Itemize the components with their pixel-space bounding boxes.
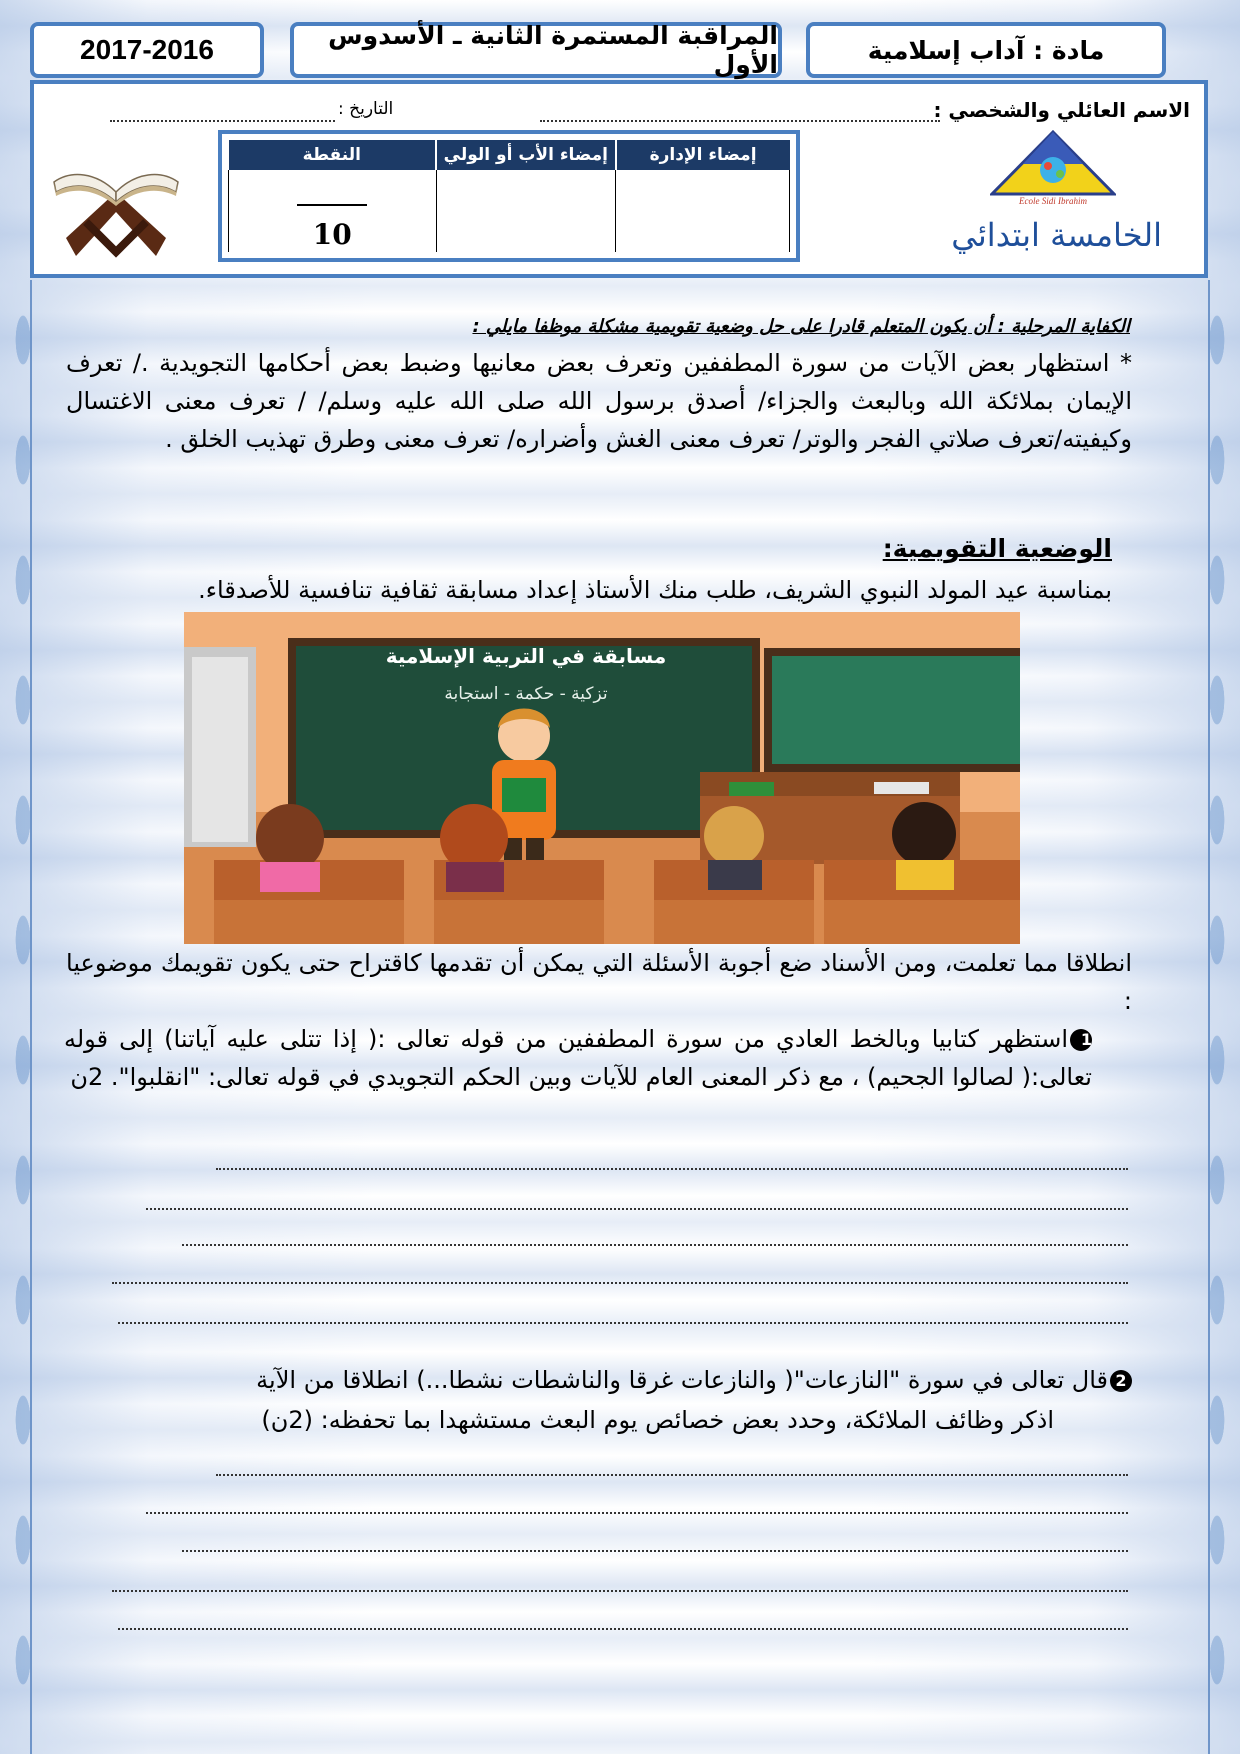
question-1-text: استظهر كتابيا وبالخط العادي من سورة المطففين من قوله تعالى :( إذا تتلى عليه آياتنا) إلى قوله تعالى:( لصالوا الجحيم) ، مع ذكر المعنى العام للآيات وبين الحكم التجويدي في قوله تعالى: "انقلبوا". 2ن <box>64 1025 1092 1091</box>
board-title: مسابقة في التربية الإسلامية <box>385 644 667 668</box>
score-table-header-parent: إمضاء الأب أو الولي <box>436 140 616 170</box>
competency-body: * استظهار بعض الآيات من سورة المطففين وتعرف بعض معانيها وضبط بعض أحكامها التجويدية ./ تعرف الإيمان بملائكة الله وبالبعث والجزاء/ أصدق برسول الله صلى الله عليه وسلم/ / تعرف معنى الاغتسال وكيفيته/تعرف صلاتي الفجر والوتر/ تعرف معنى الغش وأضراره/ تعرف معنى وطرق تهذيب الخلق . <box>66 349 1132 453</box>
subject-title: مادة : آداب إسلامية <box>867 35 1105 65</box>
date-label: التاريخ : <box>338 99 394 119</box>
admin-signature-cell[interactable] <box>616 170 790 252</box>
question-2-number: 2 <box>1110 1370 1132 1392</box>
exam-title: المراقبة المستمرة الثانية ـ الأسدوس الأول <box>328 21 778 79</box>
left-border-decoration <box>8 280 38 1754</box>
right-border-decoration <box>1202 280 1232 1754</box>
answer-line[interactable] <box>216 1168 1128 1170</box>
answer-line[interactable] <box>118 1322 1128 1324</box>
left-border-line <box>30 280 32 1754</box>
school-year: 2017-2016 <box>80 34 214 65</box>
score-table-header-score: النقطة <box>229 140 437 170</box>
board-subtitle: تزكية - حكمة - استجابة <box>444 684 608 704</box>
school-year-box <box>30 22 264 78</box>
subject-box <box>806 22 1166 78</box>
answer-line[interactable] <box>182 1244 1128 1246</box>
name-label: الاسم العائلي والشخصي : <box>933 98 1190 122</box>
answer-line[interactable] <box>182 1550 1128 1552</box>
situation-heading: الوضعية التقويمية: <box>882 534 1112 563</box>
exam-title-box <box>290 22 782 78</box>
answer-line[interactable] <box>146 1208 1128 1210</box>
score-table <box>218 130 800 262</box>
answer-line[interactable] <box>118 1628 1128 1630</box>
score-cell[interactable] <box>229 170 437 252</box>
grade-level: الخامسة ابتدائي <box>951 216 1162 254</box>
score-table-header-admin: إمضاء الإدارة <box>616 140 790 170</box>
name-field[interactable] <box>540 120 940 122</box>
answer-line[interactable] <box>216 1474 1128 1476</box>
question-2-line1: قال تعالى في سورة "النازعات"( والنازعات غرقا والناشطات نشطا...) انطلاقا من الآية <box>256 1366 1108 1394</box>
instructions-text: انطلاقا مما تعلمت، ومن الأسناد ضع أجوبة الأسئلة التي يمكن أن تقدمها كاقتراح حتى يكون تقويمك موضوعيا : <box>66 949 1132 1015</box>
quran-book-icon <box>46 152 186 264</box>
right-border-line <box>1208 280 1210 1754</box>
max-score: 10 <box>312 218 352 251</box>
date-field[interactable] <box>110 120 335 122</box>
answer-line[interactable] <box>146 1512 1128 1514</box>
answer-line[interactable] <box>112 1590 1128 1592</box>
situation-body: بمناسبة عيد المولد النبوي الشريف، طلب منك الأستاذ إعداد مسابقة ثقافية تنافسية للأصدقاء. <box>198 576 1112 604</box>
question-2 <box>256 1366 1132 1394</box>
school-logo-caption: Ecole Sidi Ibrahim <box>1019 196 1087 206</box>
parent-signature-cell[interactable] <box>436 170 616 252</box>
question-1-number: 1 <box>1070 1029 1092 1051</box>
answer-line[interactable] <box>112 1282 1128 1284</box>
question-1 <box>64 1020 1092 1096</box>
score-fraction-line <box>297 204 367 206</box>
competency-heading: الكفاية المرحلية : أن يكون المتعلم قادرا على حل وضعية تقويمية مشكلة موظفا مايلي : <box>472 316 1130 337</box>
question-2-line2: اذكر وظائف الملائكة، وحدد بعض خصائص يوم البعث مستشهدا بما تحفظه: (2ن) <box>261 1406 1054 1434</box>
